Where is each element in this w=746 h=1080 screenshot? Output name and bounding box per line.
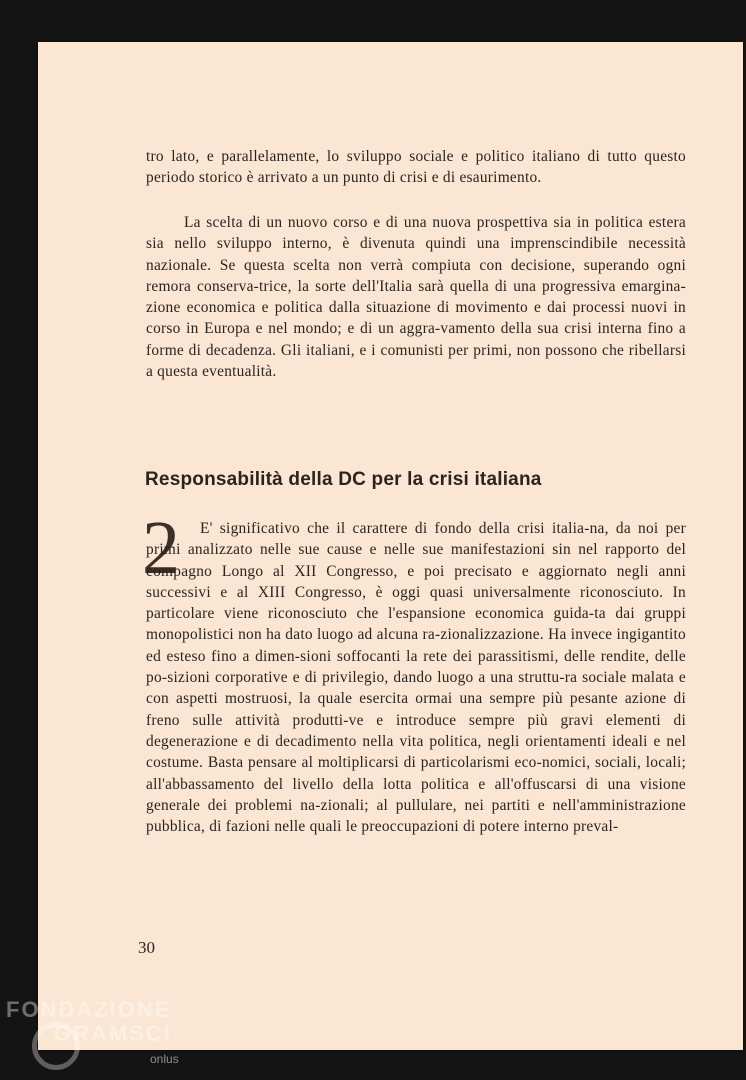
watermark xyxy=(6,998,172,1046)
document-page xyxy=(38,42,743,1050)
paragraph-3: E' significativo che il carattere di fondo della crisi italia-na, da noi per primi analizzato nelle sue cause e nelle sue manifestazioni sin nel rapporto del compagno Longo al XII Congresso, e poi precisato e aggiornato negli anni successivi e al XIII Congresso, è oggi quasi universalmente riconosciuto. In particolare viene riconosciuto che l'espansione economica guida-ta dai gruppi monopolistici non ha dato luogo ad alcuna ra-zionalizzazione. Ha invece ingigantito ed esteso fino a dimen-sioni soffocanti la rete dei parassitismi, delle rendite, delle po-sizioni corporative e di privilegio, dando luogo a una struttu-ra sociale malata e con aspetti mostruosi, la quale esercita ormai una sempre più pesante azione di freno sulle attività produtti-ve e introduce sempre più gravi elementi di degenerazione e di decadimento nella vita politica, negli orientamenti ideali e nel costume. Basta pensare al moltiplicarsi di particolarismi eco-nomici, sociali, locali; all'abbassamento del livello della lotta politica e all'offuscarsi di una visione generale dei problemi na-zionali; al pullulare, nei partiti e nell'amministrazione pubblica, di fazioni nelle quali le preoccupazioni di potere interno preval- xyxy=(146,520,686,836)
watermark-line-2: GRAMSCI xyxy=(54,1021,172,1046)
paragraph-1: tro lato, e parallelamente, lo sviluppo sociale e politico italiano di tutto questo periodo storico è arrivato a un punto di crisi e di esaurimento. xyxy=(146,148,686,187)
page-number: 30 xyxy=(138,938,155,957)
watermark-line-1: FONDAZIONE xyxy=(6,997,172,1022)
section-number: 2 xyxy=(142,506,180,590)
paragraph-2: La scelta di un nuovo corso e di una nuova prospettiva sia in politica estera sia nello sviluppo interno, è divenuta quindi una imprenscindibile necessità nazionale. Se questa scelta non verrà compiuta con decisione, superando ogni remora conserva-trice, la sorte dell'Italia sarà quella di una progressiva emargina-zione economica e politica dalla situazione di movimento e dai processi nuovi in corso in Europa e nel mondo; e di un aggra-vamento della sua crisi interna fino a forme di decadenza. Gli italiani, e i comunisti per primi, non possono che ribellarsi a questa eventualità. xyxy=(146,214,686,381)
section-heading: Responsabilità della DC per la crisi italiana xyxy=(145,469,542,490)
watermark-sub: onlus xyxy=(150,1052,179,1066)
